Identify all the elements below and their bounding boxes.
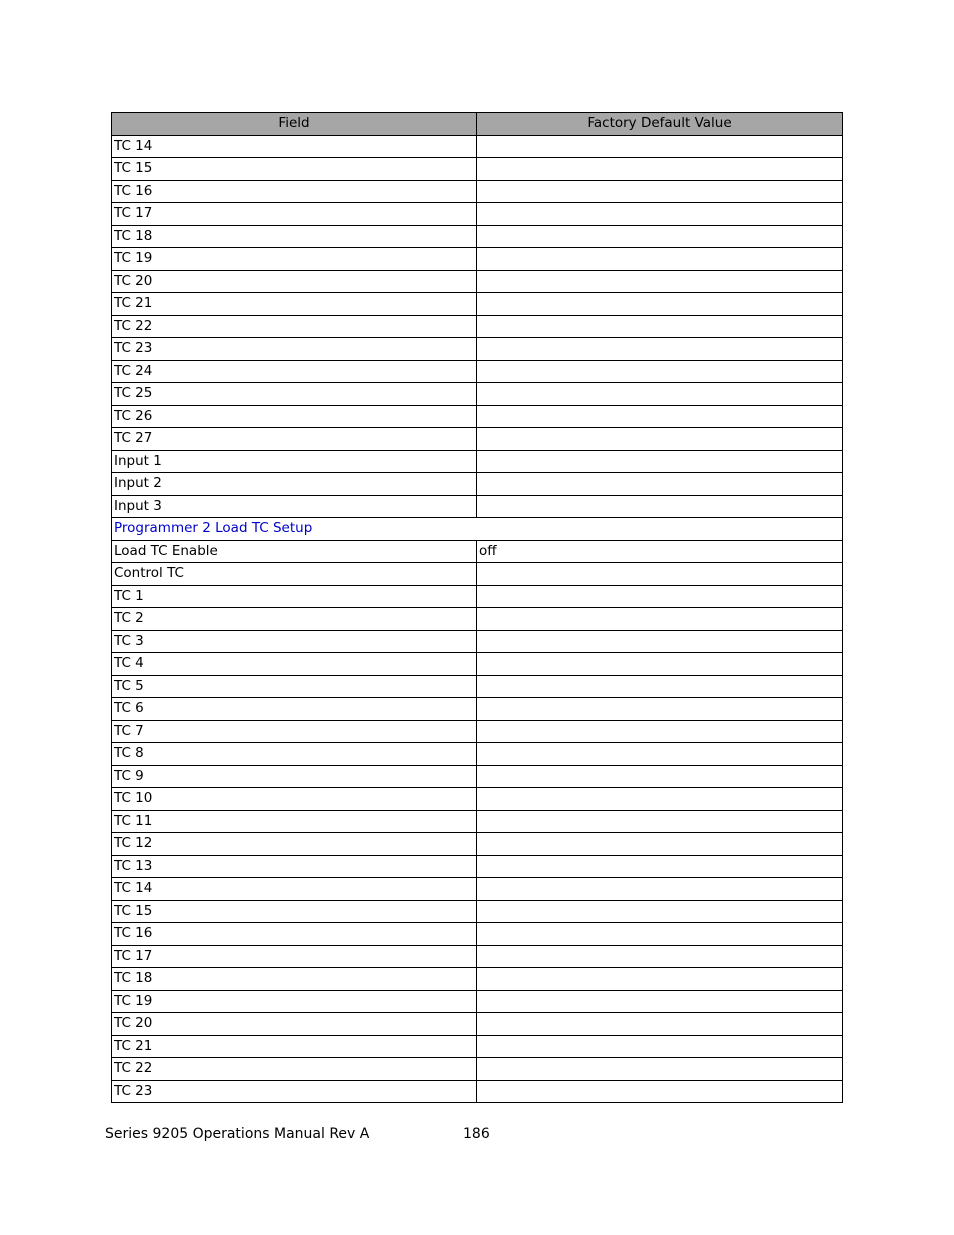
default-value-cell	[477, 878, 843, 901]
table-row	[112, 833, 843, 856]
table-row	[112, 135, 843, 158]
field-cell: TC 5	[112, 675, 477, 698]
default-value-cell	[477, 270, 843, 293]
table-row	[112, 878, 843, 901]
table-row	[112, 720, 843, 743]
column-header-field: Field	[112, 113, 477, 136]
default-value-cell	[477, 855, 843, 878]
field-cell: TC 24	[112, 360, 477, 383]
table-row	[112, 968, 843, 991]
default-value-cell	[477, 225, 843, 248]
default-value-cell	[477, 743, 843, 766]
default-value-cell	[477, 968, 843, 991]
table-row	[112, 540, 843, 563]
field-cell: TC 27	[112, 428, 477, 451]
default-value-cell	[477, 945, 843, 968]
table-row	[112, 675, 843, 698]
table-row	[112, 698, 843, 721]
table-row	[112, 765, 843, 788]
table-row	[112, 788, 843, 811]
default-value-cell	[477, 990, 843, 1013]
table-row	[112, 608, 843, 631]
settings-table	[111, 112, 843, 1103]
table-row	[112, 383, 843, 406]
table-row	[112, 428, 843, 451]
default-value-cell	[477, 360, 843, 383]
default-value-cell	[477, 293, 843, 316]
default-value-cell	[477, 675, 843, 698]
table-row	[112, 203, 843, 226]
field-cell: TC 21	[112, 1035, 477, 1058]
table-row	[112, 248, 843, 271]
default-value-cell	[477, 608, 843, 631]
default-value-cell	[477, 923, 843, 946]
field-cell: TC 19	[112, 990, 477, 1013]
default-value-cell	[477, 900, 843, 923]
table-row	[112, 1035, 843, 1058]
footer-manual-title: Series 9205 Operations Manual Rev A	[105, 1126, 370, 1142]
field-cell: TC 20	[112, 270, 477, 293]
default-value-cell	[477, 1058, 843, 1081]
field-cell: TC 4	[112, 653, 477, 676]
field-cell: Input 2	[112, 473, 477, 496]
table-row	[112, 450, 843, 473]
field-cell: TC 23	[112, 1080, 477, 1103]
field-cell: TC 26	[112, 405, 477, 428]
table-row	[112, 180, 843, 203]
field-cell: TC 22	[112, 315, 477, 338]
table-row	[112, 990, 843, 1013]
default-value-cell	[477, 495, 843, 518]
field-cell: TC 16	[112, 180, 477, 203]
field-cell: TC 21	[112, 293, 477, 316]
field-cell: TC 20	[112, 1013, 477, 1036]
table-row	[112, 585, 843, 608]
default-value-cell	[477, 248, 843, 271]
default-value-cell	[477, 450, 843, 473]
table-row	[112, 473, 843, 496]
field-cell: TC 6	[112, 698, 477, 721]
table-row	[112, 315, 843, 338]
field-cell: TC 13	[112, 855, 477, 878]
table-row	[112, 270, 843, 293]
default-value-cell	[477, 585, 843, 608]
default-value-cell	[477, 810, 843, 833]
table-row	[112, 743, 843, 766]
field-cell: TC 2	[112, 608, 477, 631]
field-cell: TC 18	[112, 968, 477, 991]
table-row	[112, 1013, 843, 1036]
field-cell: Input 3	[112, 495, 477, 518]
default-value-cell	[477, 788, 843, 811]
table-row	[112, 810, 843, 833]
default-value-cell	[477, 473, 843, 496]
table-header-row	[112, 113, 843, 136]
default-value-cell: off	[477, 540, 843, 563]
default-value-cell	[477, 1080, 843, 1103]
field-cell: TC 10	[112, 788, 477, 811]
field-cell: Load TC Enable	[112, 540, 477, 563]
field-cell: TC 15	[112, 900, 477, 923]
table-row	[112, 495, 843, 518]
section-title: Programmer 2 Load TC Setup	[112, 518, 843, 541]
field-cell: TC 25	[112, 383, 477, 406]
field-cell: TC 22	[112, 1058, 477, 1081]
table-row	[112, 1080, 843, 1103]
field-cell: TC 1	[112, 585, 477, 608]
field-cell: TC 14	[112, 878, 477, 901]
footer-page-number: 186	[463, 1126, 490, 1142]
field-cell: TC 3	[112, 630, 477, 653]
section-row	[112, 518, 843, 541]
field-cell: TC 23	[112, 338, 477, 361]
default-value-cell	[477, 203, 843, 226]
field-cell: Input 1	[112, 450, 477, 473]
table-row	[112, 225, 843, 248]
field-cell: Control TC	[112, 563, 477, 586]
table-row	[112, 945, 843, 968]
field-cell: TC 9	[112, 765, 477, 788]
field-cell: TC 16	[112, 923, 477, 946]
default-value-cell	[477, 315, 843, 338]
table-row	[112, 158, 843, 181]
default-value-cell	[477, 563, 843, 586]
table-row	[112, 563, 843, 586]
field-cell: TC 12	[112, 833, 477, 856]
default-value-cell	[477, 720, 843, 743]
table-row	[112, 923, 843, 946]
field-cell: TC 19	[112, 248, 477, 271]
default-value-cell	[477, 158, 843, 181]
default-value-cell	[477, 338, 843, 361]
table-row	[112, 855, 843, 878]
field-cell: TC 8	[112, 743, 477, 766]
default-value-cell	[477, 833, 843, 856]
default-value-cell	[477, 698, 843, 721]
table-body	[112, 135, 843, 1103]
table-row	[112, 338, 843, 361]
default-value-cell	[477, 653, 843, 676]
column-header-default-value: Factory Default Value	[477, 113, 843, 136]
default-value-cell	[477, 1013, 843, 1036]
field-cell: TC 7	[112, 720, 477, 743]
table-row	[112, 1058, 843, 1081]
field-cell: TC 15	[112, 158, 477, 181]
default-value-cell	[477, 180, 843, 203]
field-cell: TC 17	[112, 945, 477, 968]
default-value-cell	[477, 630, 843, 653]
field-cell: TC 11	[112, 810, 477, 833]
default-value-cell	[477, 405, 843, 428]
table-row	[112, 293, 843, 316]
table-row	[112, 900, 843, 923]
field-cell: TC 14	[112, 135, 477, 158]
default-value-cell	[477, 383, 843, 406]
default-value-cell	[477, 135, 843, 158]
table-row	[112, 360, 843, 383]
table-row	[112, 405, 843, 428]
field-cell: TC 18	[112, 225, 477, 248]
field-cell: TC 17	[112, 203, 477, 226]
table-row	[112, 630, 843, 653]
default-value-cell	[477, 428, 843, 451]
table-row	[112, 653, 843, 676]
default-value-cell	[477, 765, 843, 788]
default-value-cell	[477, 1035, 843, 1058]
